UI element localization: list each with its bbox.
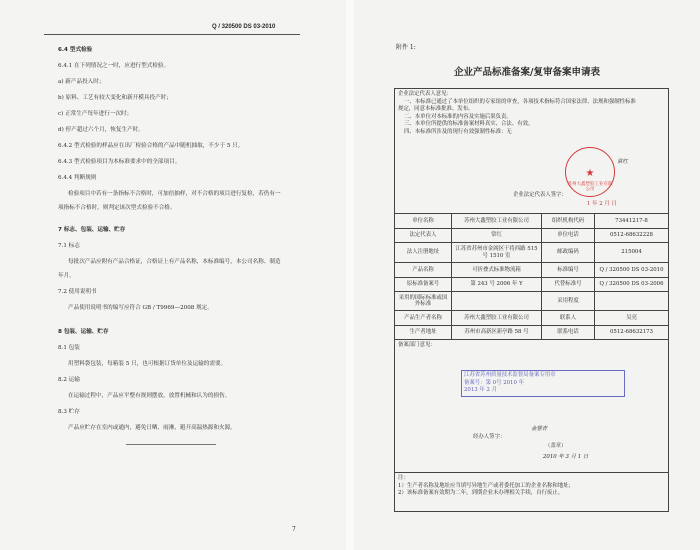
packaging-text: 用塑料袋包装，每箱装 5 只，也可根据订货单位及运输的需要。 [68,361,227,367]
filing-stamp-line-1: 江苏省苏州质量技术监督局备案专用章 [464,372,556,378]
storage-text: 产品应贮存在室内或通内，避免日晒、雨淋，避开高温热源和火源。 [68,425,236,431]
mark-text-line2: 年月。 [58,273,75,279]
row-value: 苏州市高新区新亭路 58 号 [452,325,542,340]
row-value: 苏州大鑫塑胶工业有限公司 [452,214,542,229]
sec-6-4-1: 6.4.1 在下列情况之一时，应进行型式检验。 [58,63,170,69]
table-row [395,277,669,292]
declaration-line-2: 规定，同意本标准批准、发布。 [398,106,474,112]
row-label: 法定代表人 [395,228,452,243]
declaration-cell [395,89,669,214]
table-row [395,311,669,326]
handler-seal-note: （盖章） [545,443,567,449]
row-value: 常红 [452,228,542,243]
row-label: 采用的国际标准或国外标准 [395,292,452,311]
filing-opinion-cell [395,340,669,473]
svg-text:★: ★ [585,168,595,179]
row-value-2 [595,292,669,311]
row-label-2: 代替标准号 [542,277,595,292]
row-value: 可折叠式标准物流箱 [452,263,542,278]
sec-7-2: 7.2 使用说明书 [58,289,97,295]
row-value: 第 243 号 2006 年 Y [452,277,542,292]
attachment-label: 附件 1: [396,44,416,51]
row-value-2: Q / 320500 DS 03-2006 [595,277,669,292]
row-label-2: 单位电话 [542,228,595,243]
company-seal-text: 苏州大鑫塑胶工业有限公司 [567,182,613,192]
row-value-2: 0512-68632173 [595,325,669,340]
declaration-line-4: 三、本单位所提供的标准备案材料真实、合法、有效。 [404,121,534,127]
table-row [395,228,669,243]
row-label: 单位名称 [395,214,452,229]
row-label: 法人注册地址 [395,243,452,263]
sec-8-2: 8.2 运输 [58,377,80,383]
filing-stamp-line-3: 2013 年 2 月 [464,387,498,393]
sec-6-4-3: 6.4.3 型式检验项目为本标准要求中的全部项目。 [58,159,181,165]
row-label: 原标准备案号 [395,277,452,292]
row-label-2: 邮政编码 [542,243,595,263]
row-value-2: 0512-68632228 [595,228,669,243]
header-rule [44,34,300,35]
notes-cell [395,473,669,512]
judgment-rule-line1: 检验项目中若有一条指标不合格时，可加倍抽样，对不合格的项目进行复检，若仍有一 [68,191,281,197]
handler-date: 2010 年 3 月 1 日 [543,454,589,460]
sec-8: 8 包装、运输、贮存 [58,329,109,335]
row-label: 生产者地址 [395,325,452,340]
table-row [395,325,669,340]
row-value: 苏州大鑫塑胶工业有限公司 [452,311,542,326]
right-application-form [354,0,700,550]
manual-text: 产品使用说明书的编写应符合 GB / T9969—2008 规定。 [68,305,213,311]
notes-label: 注： [398,475,409,481]
end-rule [126,444,216,445]
filing-stamp-line-2: 备案号：第 0号 2010 年 [464,379,525,386]
row-value [452,292,542,311]
filing-stamp [461,370,625,397]
transport-text: 在运输过程中，产品应平整有规则摆放，放置机械和认为的损伤。 [68,393,231,399]
page-number: 7 [292,526,296,533]
item-b: b) 原料、工艺有较大变化和新开模具投产时； [58,95,172,101]
rep-signature-label: 企业法定代表人签字： [513,192,567,198]
row-label-2: 组织机构代码 [542,214,595,229]
row-label: 产品生产者名称 [395,311,452,326]
item-a: a) 新产品投入时； [58,79,105,85]
table-row [395,214,669,229]
row-value-2: 吴亮 [595,311,669,326]
judgment-rule-line2: 项指标不合格时，则判定该次型式检验不合格。 [58,205,176,211]
rep-date: 1 年 2 月 日 [587,201,617,207]
row-label-2: 标准编号 [542,263,595,278]
row-value: 江苏省苏州市金阊区干将西路 515 号 1510 室 [452,243,542,263]
row-label-2: 联系人 [542,311,595,326]
form-title: 企业产品标准备案/复审备案申请表 [454,67,600,78]
sec-7: 7 标志、包装、运输、贮存 [58,227,126,233]
sec-6-4-4: 6.4.4 判断规则 [58,175,97,181]
table-row [395,243,669,263]
table-row [395,292,669,311]
filing-opinion-label: 备案部门意见： [398,342,436,348]
mark-text-line1: 每批次产品应附有产品合格证，合格证上有产品名称，本标准编号，本公司名称、制造 [68,259,281,265]
declaration-line-1: 一、本标准已通过了本单位组织的专家组的审查，各项技术指标符合国家法律、法规和强制性标准 [404,98,636,105]
table-row [395,263,669,278]
declaration-heading: 企业法定代表人意见： [398,91,452,97]
company-seal [565,147,615,197]
row-value-2: Q / 320500 DS 03-2010 [595,263,669,278]
sec-6-4-2: 6.4.2 型式检验的样品应在出厂检验合格的产品中随机抽取，不少于 5 只。 [58,143,244,149]
rep-signature: 常红 [617,159,628,165]
application-table [394,88,669,512]
row-label-2: 联系电话 [542,325,595,340]
row-value-2: 215004 [595,243,669,263]
row-value-2: 73441217-8 [595,214,669,229]
left-document-page [0,0,346,550]
declaration-line-3: 二、本单位对本标准的内容及实施后果负责。 [404,113,512,120]
item-d: d) 停产超过六个月，恢复生产时。 [58,127,144,133]
standard-header: Q / 320500 DS 03-2010 [212,24,276,30]
sec-7-1: 7.1 标志 [58,243,80,249]
sec-6-4: 6.4 型式检验 [58,47,93,53]
sec-8-1: 8.1 包装 [58,345,80,351]
handler-label: 经办人签字： [473,434,506,440]
row-label-2: 采用程度 [542,292,595,311]
handler-signature: 金慧青 [531,426,548,432]
item-c: c) 正常生产每年进行一次时； [58,111,133,117]
note-line-2: 2）该标准备案有效期为二年，到期企业未办理相关手续，自行废止。 [398,490,564,496]
sec-8-3: 8.3 贮存 [58,409,80,415]
declaration-line-5: 四、本标准所涉及的现行有效强制性标准：无 [404,128,512,135]
row-label: 产品名称 [395,263,452,278]
note-line-1: 1）生产者名称及地址应当填写异地生产或者委托加工的企业名称和地址； [398,482,574,489]
page-gutter [346,0,354,550]
